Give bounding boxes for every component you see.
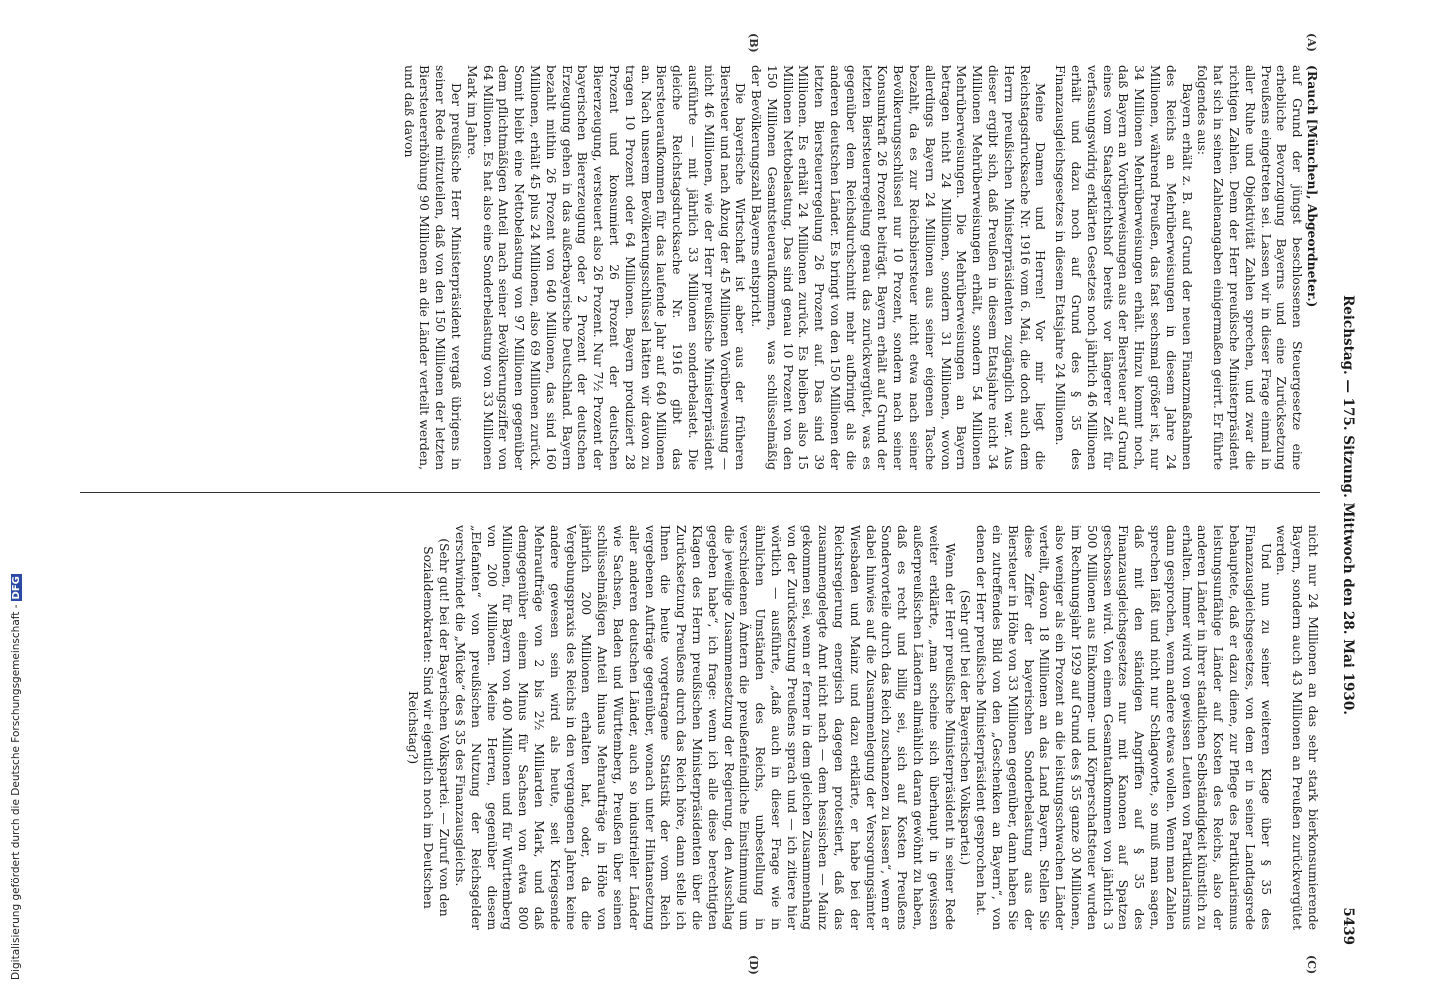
paragraph: Meine Damen und Herren! Vor mir liegt die Reichstagsdrucksache Nr. 1916 vom 6. Mai, die doch auch dem Herrn preußischen Ministerpräsidenten zugänglich war. Aus dieser ergibt sich, daß Preußen in diesem Etatsjahre nicht 34 Millionen Mehrüberweisungen erhält, sondern 54 Millionen Mehrüberweisungen. Die Mehrüberweisungen an Bayern betragen nicht 24 Millionen, sondern 31 Millionen, wovon allerdings Bayern 24 Millionen aus seiner eigenen Tasche bezahlt, da es zur Reichsbiersteuer nicht etwa nach seiner Bevölkerungsschlüssel nur 10 Prozent, sondern nach seiner Konsumkraft 26 Prozent beiträgt. Bayern erhält auf Grund der letzten Biersteuerregelung genau das zurückvergütet, was es gegenüber dem Reichsdurchschnitt mehr aufbringt als die anderen deutschen Länder. Es bringt von den 150 Millionen der letzten Biersteuerregelung 26 Prozent auf. Das sind 39 Millionen. Es erhält 24 Millionen zurück. Es bleiben also 15 Millionen Nettobelastung. Das sind genau 10 Prozent von den 150 Millionen Gesamtsteueraufkommen, was schlüsselmäßig der Bevölkerungszahl Bayerns entspricht. — [749, 65, 1048, 470]
interjection: (Sehr gut! bei der Bayerischen Volkspartei.) — [958, 589, 973, 866]
margin-marker-d: (D) — [747, 955, 760, 975]
page-title: Reichstag. — 175. Sitzung. Mittwoch den 28. Mai 1930. — [1340, 295, 1356, 715]
paragraph: auf Grund der jüngst beschlossenen Steuergesetze eine erhebliche Bevorzugung Bayerns und eine Zurücksetzung Preußens eingetreten sei. Lassen wir in dieser Frage einmal in aller Ruhe und Objektivität Zahlen sprechen, und zwar die richtigen Zahlen. Denn der Herr preußische Ministerpräsident hat sich in seinen Zahlenangaben einigermaßen geirrt. Er führte folgendes aus: — [1195, 65, 1305, 470]
paragraph: Wenn der Herr preußische Ministerpräsident in seiner Rede weiter erklärte, „man scheine sich überhaupt in gewissen außerpreußischen Ländern allmählich daran gewöhnt zu haben, daß es recht und billig sei, sich auf Kosten Preußens Sondervorteile durch das Reich zuschanzen zu lassen“, wenn er dabei hinwies auf die Zusammenlegung der Versorgungsämter Wiesbaden und Mainz und dazu erklärte, er habe bei der Reichsregierung energisch dagegen protestiert, daß das zusammengelegte Amt nicht nach — dem hessischen — Mainz gekommen sei, wenn er ferner in dem gleichen Zusammenhang von der Zurücksetzung Preußens sprach und — ich zitiere hier wörtlich — ausführte, „daß auch in dieser Frage wie in ähnlichen Umständen des Reichs, unbestellung in verschiedenen Ämtern die preußenfeindliche Einstimmung um die jeweilige Zusammensetzung der Regierung, den Ausschlag gegeben habe“, ich frage: wenn ich alle diese berechtigten Klagen des Herrn preußischen Ministerpräsidenten über die Zurücksetzung Preußens durch das Reich höre, dann stelle ich Ihnen die heute vorgetragene Statistik der vom Reich vergebenen Aufträge gegenüber, wonach unter Hintansetzung aller anderen deutschen Länder, auch so industrieller Länder wie Sachsen, Baden und Württemberg, Preußen über seinen schlüsselmäßigen Anteil hinaus Mehraufträge in Höhe von jährlich 200 Millionen erhalten hat, oder, da die Vergebungspraxis des Reichs in den vergangenen Jahren keine andere gewesen sein wird als heute, seit Kriegsende Mehraufträge von 2 bis 2½ Milliarden Mark, und daß demgegenüber einem Minus für Sachsen von etwa 800 Millionen, für Bayern von 400 Millionen und für Württemberg von 200 Millionen. Meine Herren, gegenüber diesem „Elefanten“ von preußischen Nutzung der Reichsgelder verschwindet die „Mücke“ des § 35 des Finanzausgleichs. — [452, 525, 957, 930]
paragraph: Der preußische Herr Ministerpräsident vergaß übrigens in seiner Rede mitzuteilen, daß von den 150 Millionen der letzten Biersteuererhöhung 90 Millionen an die Länder verteilt werden, und daß davon — [401, 65, 463, 470]
paragraph: Und nun zu seiner weiteren Klage über § 35 des Finanzausgleichsgesetzes, von dem er in seiner Landtagsrede behauptete, daß er dazu diene, zur Pflege des Partikularismus leistungsunfähige Länder auf Kosten des Reichs, also der anderen Länder in ihrer staatlichen Selbständigkeit künstlich zu erhalten. Immer wird von gewissen Leuten von Partikularismus dann gesprochen, wenn andere etwas wollen. Wenn man Zahlen sprechen läßt und nicht nur Schlagworte, so muß man sagen, daß mit den ständigen Angriffen auf § 35 des Finanzausgleichsgesetzes nur mit Kanonen auf Spatzen geschossen wird. Von einem Gesamtaufkommen von jährlich 3 500 Millionen aus Einkommen- und Körperschaftsteuer wurden im Rechnungsjahr 1929 auf Grund des § 35 ganze 30 Millionen, also weniger als ein Prozent an die leistungsschwachen Länder verteilt, davon 18 Millionen an das Land Bayern. Stellen Sie diese Ziffer der bayerischen Sonderbelastung aus der Biersteuer in Höhe von 33 Millionen gegenüber, dann haben Sie ein zutreffendes Bild von den „Geschenken an Bayern“, von denen der Herr preußische Ministerpräsident gesprochen hat. — [974, 525, 1273, 930]
scanned-page — [60, 25, 1360, 975]
paragraph: Die bayerische Wirtschaft ist aber aus der früheren Biersteuer und nach Abzug der 45 Millionen Vorüberweisung — nicht 46 Millionen, wie der Herr preußische Ministerpräsident ausführte — mit jährlich 33 Millionen sonderbelastet. Die gleiche Reichstagsdrucksache Nr. 1916 gibt das Biersteueraufkommen für das laufende Jahr auf 640 Millionen an. Nach unserem Bevölkerungsschlüssel hätten wir davon zu tragen 10 Prozent oder 64 Millionen. Bayern produziert 28 Prozent und konsumiert 26 Prozent der deutschen Biererzeugung, versteuert also 26 Prozent. Nur 7½ Prozent der bayerischen Biererzeugung oder 2 Prozent der deutschen Erzeugung gehen in das außerbayerische Deutschland. Bayern bezahlt mithin 26 Prozent von 640 Millionen, das sind 160 Millionen, erhält 45 plus 24 Millionen, also 69 Millionen zurück. Somit bleibt eine Nettobelastung von 97 Millionen gegenüber dem pflichtmäßigen Anteil nach seiner Bevölkerungsziffer von 64 Millionen. Es hat also eine Sonderbelastung von 33 Millionen Mark im Jahre. — [464, 65, 748, 470]
digitization-credit-strip — [0, 0, 20, 1000]
left-column — [400, 65, 1320, 470]
credit-text: Digitalisierung gefördert durch die Deutsche Forschungsgemeinschaft - — [10, 604, 22, 980]
page-number: 5439 — [1340, 907, 1356, 945]
interjection: (Sehr gut! bei der Bayerischen Volkspartei. — Zuruf von den Sozialdemokraten: Sind wir eigentlich noch im Deutschen Reichstag?) — [405, 538, 452, 917]
paragraph: nicht nur 24 Millionen an das sehr stark bierkonsumierende Bayern, sondern auch 43 Millionen an Preußen zurückvergütet werden. — [1274, 525, 1320, 930]
page-header — [1332, 65, 1360, 945]
speaker-label: (Rauch [München], Abgeordneter.) — [1305, 65, 1320, 308]
column-divider — [80, 492, 1320, 493]
margin-marker-a: (A) — [1305, 33, 1318, 52]
right-column — [404, 525, 1320, 930]
dfg-logo: DFG — [11, 576, 22, 600]
digitization-credit — [10, 574, 22, 980]
margin-marker-c: (C) — [1305, 955, 1318, 975]
paragraph: Bayern erhält z. B. auf Grund der neuen Finanzmaßnahmen des Reichs an Mehrüberweisungen in diesem Jahre 24 Millionen, während Preußen, das fast sechsmal größer ist, nur 34 Millionen Mehrüberweisungen erhält. Hinzu kommt noch, daß Bayern an Vorüberweisungen aus der Biersteuer auf Grund eines vom Staatsgerichtshof bereits vor längerer Zeit für verfassungswidrig erklärten Gesetzes noch jährlich 46 Millionen erhält und dazu noch auf Grund des § 35 des Finanzausgleichsgesetzes in diesem Etatsjahre 24 Millionen. — [1053, 65, 1194, 470]
margin-marker-b: (B) — [747, 33, 760, 53]
